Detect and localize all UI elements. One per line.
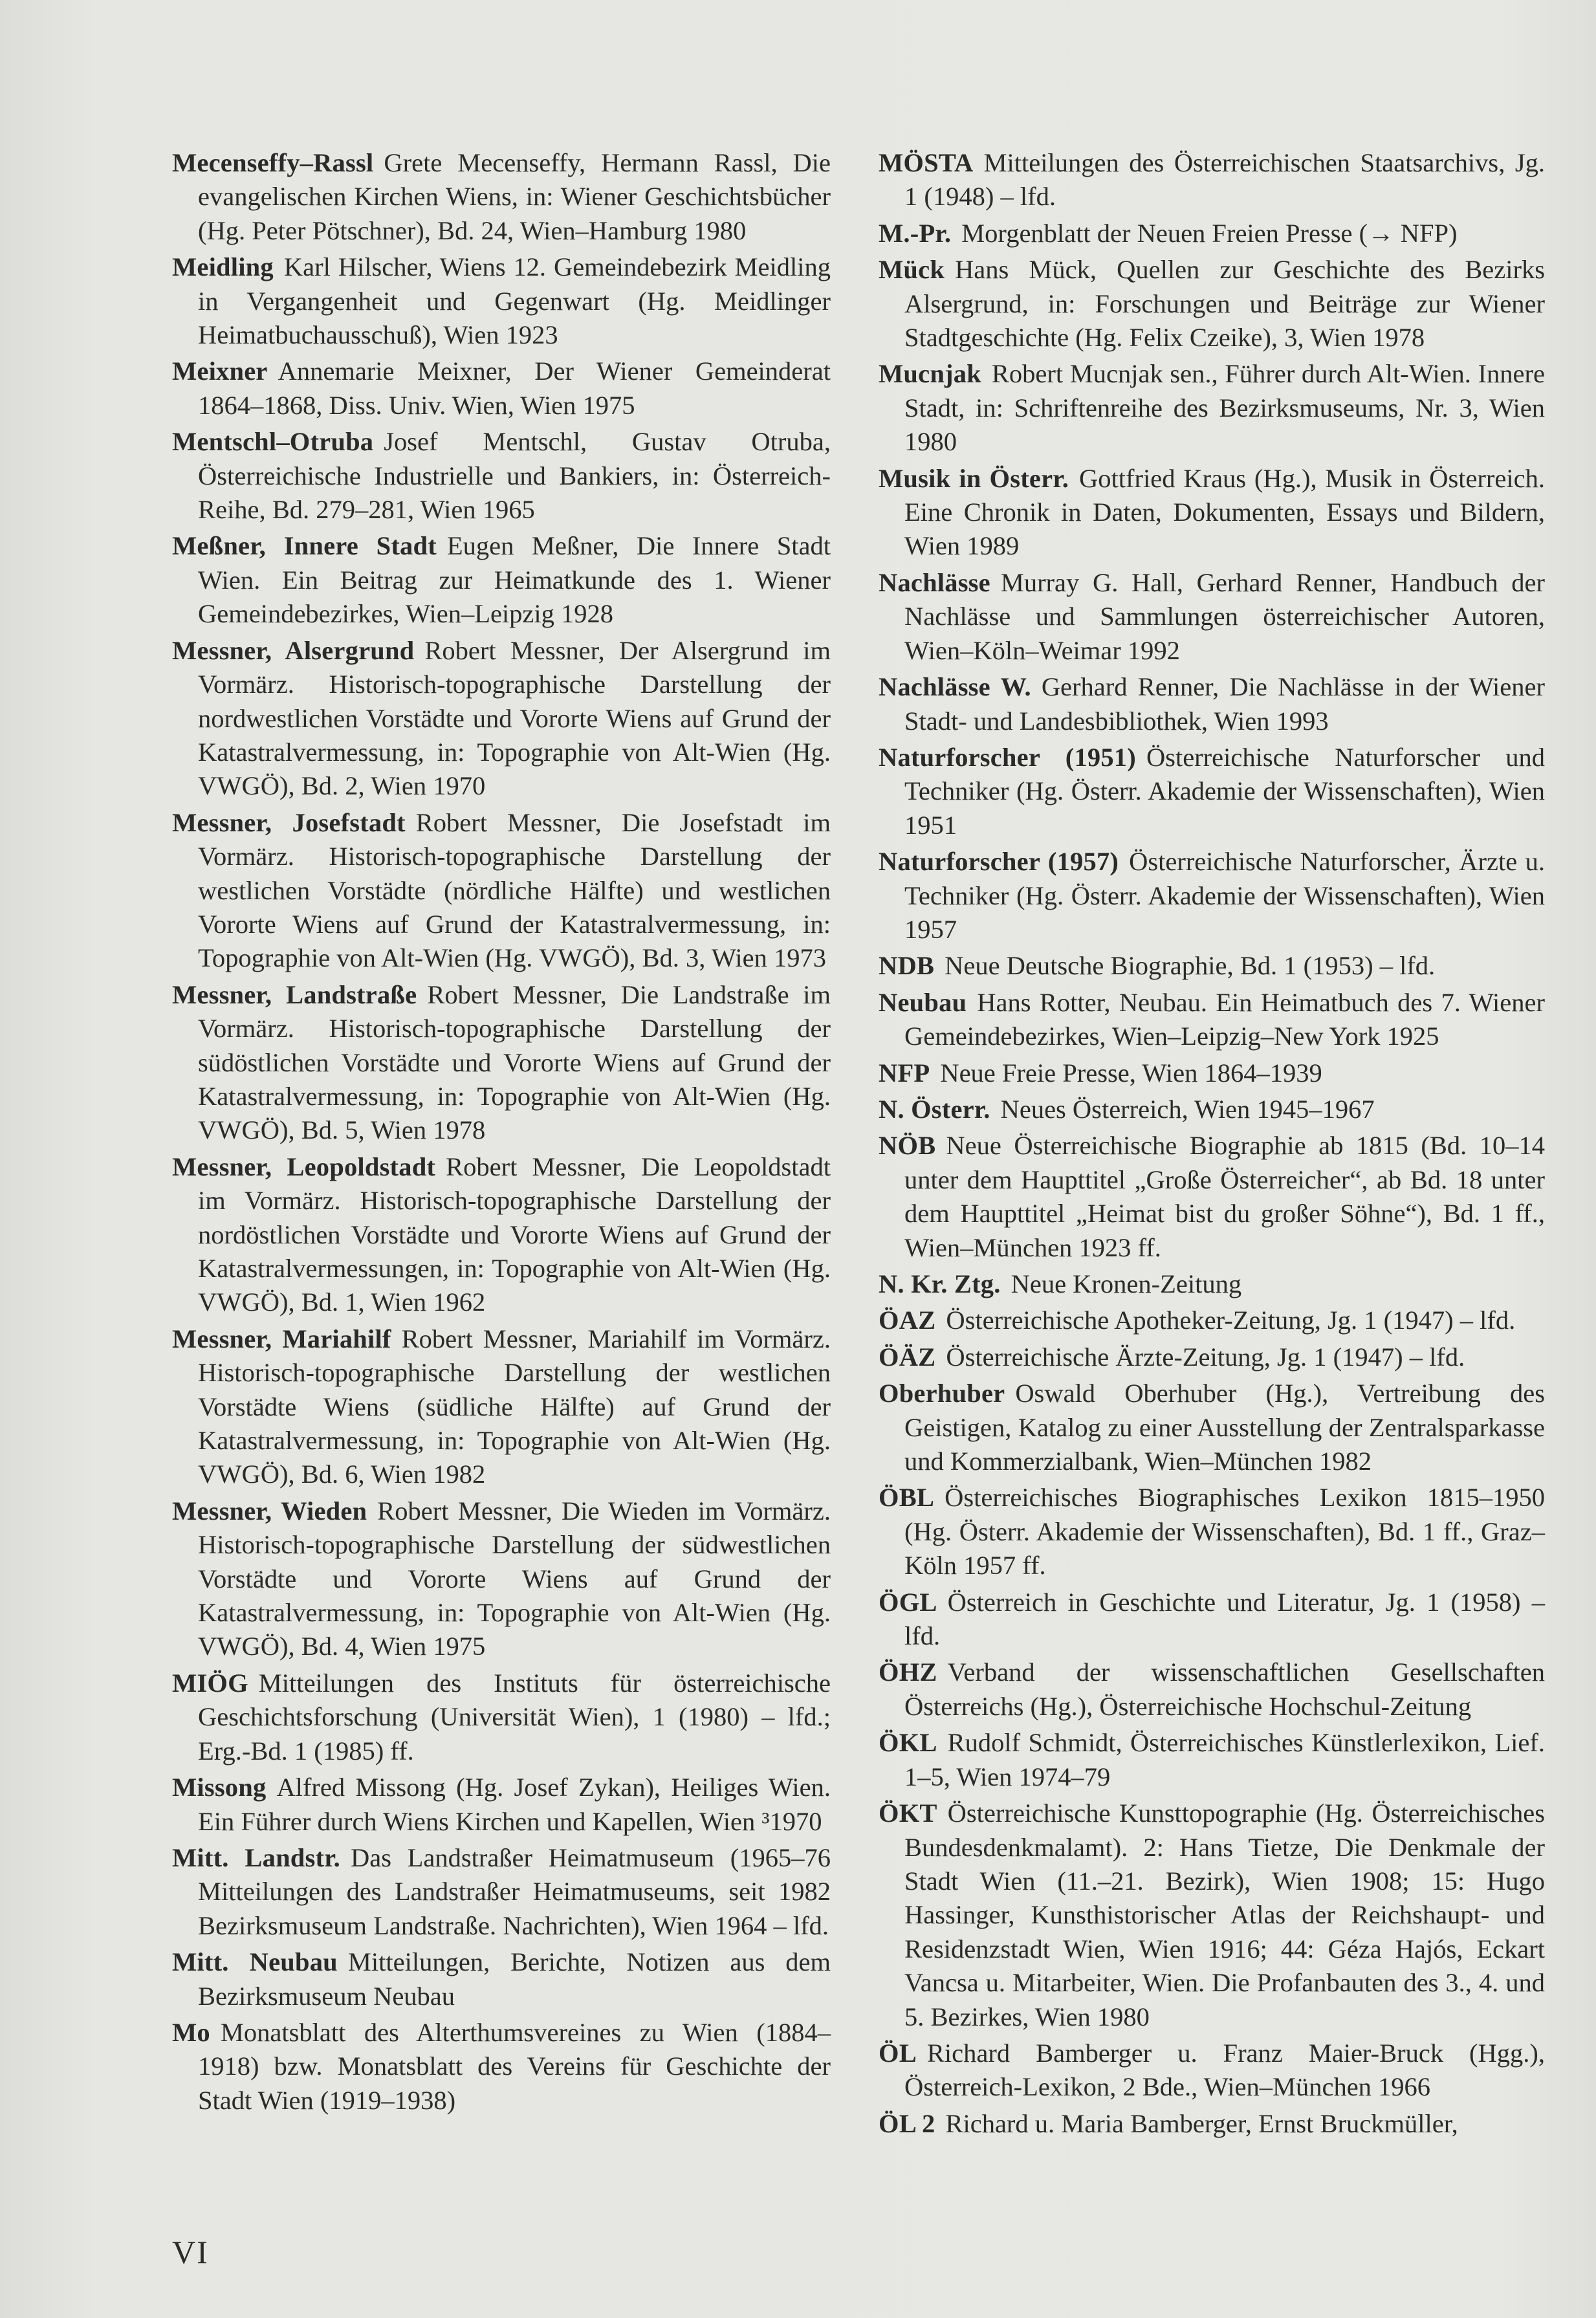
bibliography-entry [172,634,831,804]
entry-text: Österreichische Ärzte-Zeitung, Jg. 1 (1947) – lfd. [946,1342,1465,1372]
entry-text: Morgenblatt der Neuen Freien Presse (→ NFP) [961,218,1458,248]
entry-text: Österreichische Naturforscher und Techniker (Hg. Österr. Akademie der Wissenschaften), Wien 1951 [904,742,1546,840]
entry-abbreviation: Meixner [172,356,268,386]
entry-abbreviation: Oberhuber [879,1379,1005,1408]
bibliography-entry [879,253,1545,355]
entry-text: Robert Mucnjak sen., Führer durch Alt-Wien. Innere Stadt, in: Schriftenreihe des Bezirksmuseums, Nr. 3, Wien 1980 [904,359,1545,457]
entry-abbreviation: Meßner, Innere Stadt [172,531,437,561]
bibliography-entry [879,670,1545,738]
entry-abbreviation: ÖÄZ [879,1342,936,1372]
bibliography-entry [879,1481,1545,1582]
entry-abbreviation: ÖHZ [879,1657,937,1687]
bibliography-entry [879,357,1545,459]
bibliography-entry [879,1340,1545,1374]
entry-abbreviation: Naturforscher (1957) [879,847,1119,877]
page-number: VI [172,2234,209,2270]
bibliography-entry [879,1377,1545,1478]
entry-text: Neue Freie Presse, Wien 1864–1939 [940,1058,1322,1088]
entry-abbreviation: Mück [879,255,945,285]
bibliography-entry [172,1494,831,1664]
entry-abbreviation: NÖB [879,1131,936,1161]
entry-abbreviation: N. Österr. [879,1094,990,1124]
bibliography-entry [172,1322,831,1492]
bibliography-entry [172,2016,831,2117]
entry-text: Das Landstraßer Heimatmuseum (1965–76 Mitteilungen des Landstraßer Heimatmuseums, seit 1982 Bezirksmuseum Landstraße. Nachrichten), Wien 1964 – lfd. [198,1842,831,1940]
entry-text: Neues Österreich, Wien 1945–1967 [1000,1094,1375,1124]
entry-abbreviation: ÖGL [879,1587,937,1617]
entry-text: Robert Messner, Die Wieden im Vormärz. Historisch-topographische Darstellung der südwestlichen Vorstädte und Vororte Wiens auf Grund der Katastralvermessung, in: Topographie von Alt-Wien (Hg. VWGÖ), Bd. 4, Wien 1975 [198,1496,831,1661]
entry-abbreviation: Messner, Mariahilf [172,1324,391,1353]
entry-abbreviation: Messner, Josefstadt [172,807,406,837]
bibliography-entry [879,741,1545,842]
bibliography-entry [172,978,831,1148]
entry-text: Hans Mück, Quellen zur Geschichte des Bezirks Alsergrund, in: Forschungen und Beiträge zur Wiener Stadtgeschichte (Hg. Felix Czeike), 3, Wien 1978 [904,255,1545,353]
entry-text: Mitteilungen des Instituts für österreichische Geschichtsforschung (Universität Wien), 1 (1980) – lfd.; Erg.-Bd. 1 (1985) ff. [198,1668,831,1766]
bibliography-entry [172,146,831,248]
bibliography-entry [879,1093,1545,1126]
entry-abbreviation: MIÖG [172,1668,248,1698]
entry-abbreviation: ÖL [879,2038,917,2068]
bibliography-entry [172,806,831,976]
bibliography-entry [879,1129,1545,1265]
entry-text: Österreich in Geschichte und Literatur, Jg. 1 (1958) – lfd. [904,1587,1545,1651]
entry-abbreviation: ÖKL [879,1728,937,1758]
bibliography-entry [879,1056,1545,1090]
bibliography-entry [879,146,1545,214]
entry-text: Neue Kronen-Zeitung [1011,1269,1242,1298]
entry-abbreviation: Mentschl–Otruba [172,427,374,457]
entry-text: Robert Messner, Die Leopoldstadt im Vormärz. Historisch-topographische Darstellung der nordöstlichen Vorstädte und Vororte Wiens auf Grund der Katastralvermessungen, in: Topographie von Alt-Wien (Hg. VWGÖ), Bd. 1, Wien 1962 [198,1152,831,1317]
bibliography-entry [879,1267,1545,1301]
entry-text: Mitteilungen, Berichte, Notizen aus dem Bezirksmuseum Neubau [198,1947,831,2011]
entry-text: Robert Messner, Mariahilf im Vormärz. Historisch-topographische Darstellung der westlichen Vorstädte Wiens (südliche Hälfte) auf Grund der Katastralvermessung, in: Topographie von Alt-Wien (Hg. VWGÖ), Bd. 6, Wien 1982 [198,1324,831,1489]
entry-text: Josef Mentschl, Gustav Otruba, Österreichische Industrielle und Bankiers, in: Österreich-Reihe, Bd. 279–281, Wien 1965 [198,427,831,525]
entry-text: Monatsblatt des Alterthumsvereines zu Wien (1884–1918) bzw. Monatsblatt des Vereins für Geschichte der Stadt Wien (1919–1938) [198,2017,831,2115]
bibliography-entry [879,845,1545,946]
entry-abbreviation: Messner, Alsergrund [172,635,415,665]
entry-abbreviation: Neubau [879,987,967,1017]
entry-abbreviation: N. Kr. Ztg. [879,1269,1001,1298]
entry-abbreviation: Musik in Österr. [879,463,1069,493]
entry-text: Hans Rotter, Neubau. Ein Heimatbuch des 7. Wiener Gemeindebezirkes, Wien–Leipzig–New York 1925 [904,987,1545,1051]
bibliography-entry [879,566,1545,668]
entry-abbreviation: Messner, Wieden [172,1496,367,1525]
entry-abbreviation: Mitt. Neubau [172,1947,338,1977]
entry-text: Gerhard Renner, Die Nachlässe in der Wiener Stadt- und Landesbibliothek, Wien 1993 [904,672,1545,736]
bibliography-entry [172,250,831,352]
bibliography-entry [172,1945,831,2013]
entry-text: Österreichische Apotheker-Zeitung, Jg. 1 (1947) – lfd. [946,1306,1516,1335]
bibliography-entry [879,949,1545,983]
left-column [172,146,831,2120]
entry-text: Karl Hilscher, Wiens 12. Gemeindebezirk Meidling in Vergangenheit und Gegenwart (Hg. Meidlinger Heimatbuchausschuß), Wien 1923 [198,252,831,350]
bibliography-entry [172,355,831,422]
bibliography-entry [879,1586,1545,1654]
entry-text: Österreichische Naturforscher, Ärzte u. Techniker (Hg. Österr. Akademie der Wissenschaften), Wien 1957 [904,847,1545,944]
bibliography-entry [879,1656,1545,1723]
entry-abbreviation: Mecenseffy–Rassl [172,148,374,177]
entry-abbreviation: ÖKT [879,1799,937,1828]
bibliography-entry [879,462,1545,563]
entry-abbreviation: MÖSTA [879,148,974,177]
entry-abbreviation: Nachlässe [879,567,990,597]
bibliography-entry [172,1667,831,1768]
entry-text: Murray G. Hall, Gerhard Renner, Handbuch der Nachlässe und Sammlungen österreichischer Autoren, Wien–Köln–Weimar 1992 [904,567,1545,665]
entry-abbreviation: M.-Pr. [879,218,952,248]
entry-abbreviation: Nachlässe W. [879,672,1031,702]
bibliography-entry [172,425,831,527]
bibliography-entry [879,1304,1545,1337]
entry-text: Oswald Oberhuber (Hg.), Vertreibung des Geistigen, Katalog zu einer Ausstellung der Zentralsparkasse und Kommerzialbank, Wien–München 1982 [904,1379,1545,1476]
entry-text: Gottfried Kraus (Hg.), Musik in Österreich. Eine Chronik in Daten, Dokumenten, Essays und Bildern, Wien 1989 [904,463,1545,561]
entry-abbreviation: NDB [879,951,935,981]
entry-abbreviation: NFP [879,1058,930,1088]
entry-text: Verband der wissenschaftlichen Gesellschaften Österreichs (Hg.), Österreichische Hochschul-Zeitung [904,1657,1545,1721]
bibliography-entry [172,529,831,631]
entry-text: Richard u. Maria Bamberger, Ernst Bruckmüller, [945,2108,1458,2138]
entry-text: Österreichische Kunsttopographie (Hg. Österreichisches Bundesdenkmalamt). 2: Hans Tietze, Die Denkmale der Stadt Wien (11.–21. Bezirk), Wien 1908; 15: Hugo Hassinger, Kunsthistorischer Atlas der Reichshaupt- und Residenzstadt Wien, Wien 1916; 44: Géza Hajós, Eckart Vancsa u. Mitarbeiter, Wien. Die Profanbauten des 3., 4. und 5. Bezirkes, Wien 1980 [904,1799,1545,2031]
entry-abbreviation: Mo [172,2017,210,2047]
entry-text: Annemarie Meixner, Der Wiener Gemeinderat 1864–1868, Diss. Univ. Wien, Wien 1975 [198,356,831,420]
entry-abbreviation: Messner, Leopoldstadt [172,1152,436,1181]
bibliography-entry [879,2107,1545,2141]
entry-text: Robert Messner, Die Landstraße im Vormärz. Historisch-topographische Darstellung der südöstlichen Vorstädte und Vororte Wiens auf Grund der Katastralvermessung, in: Topographie von Alt-Wien (Hg. VWGÖ), Bd. 5, Wien 1978 [198,979,831,1145]
entry-abbreviation: ÖL 2 [879,2108,935,2138]
entry-text: Alfred Missong (Hg. Josef Zykan), Heiliges Wien. Ein Führer durch Wiens Kirchen und Kapellen, Wien ³1970 [198,1773,831,1836]
entry-text: Eugen Meßner, Die Innere Stadt Wien. Ein Beitrag zur Heimatkunde des 1. Wiener Gemeindebezirkes, Wien–Leipzig 1928 [198,531,831,629]
entry-abbreviation: ÖAZ [879,1306,936,1335]
entry-abbreviation: Missong [172,1773,267,1802]
bibliography-entry [879,1726,1545,1794]
bibliography-entry [172,1150,831,1320]
entry-abbreviation: Mitt. Landstr. [172,1842,340,1872]
entry-text: Robert Messner, Die Josefstadt im Vormärz. Historisch-topographische Darstellung der westlichen Vorstädte (nördliche Hälfte) und westlichen Vororte Wiens auf Grund der Katastralvermessung, in: Topographie von Alt-Wien (Hg. VWGÖ), Bd. 3, Wien 1973 [198,807,831,973]
entry-abbreviation: Messner, Landstraße [172,979,417,1009]
bibliography-entry [879,1797,1545,2034]
entry-abbreviation: Naturforscher (1951) [879,742,1136,772]
entry-abbreviation: Mucnjak [879,359,981,389]
entry-text: Richard Bamberger u. Franz Maier-Bruck (Hgg.), Österreich-Lexikon, 2 Bde., Wien–München 1966 [904,2038,1545,2102]
bibliography-entry [879,217,1545,250]
entry-abbreviation: ÖBL [879,1483,935,1513]
bibliography-entry [879,986,1545,1054]
entry-text: Robert Messner, Der Alsergrund im Vormärz. Historisch-topographische Darstellung der nordwestlichen Vorstädte und Vororte Wiens auf Grund der Katastralvermessung, in: Topographie von Alt-Wien (Hg. VWGÖ), Bd. 2, Wien 1970 [198,635,831,801]
entry-text: Grete Mecenseffy, Hermann Rassl, Die evangelischen Kirchen Wiens, in: Wiener Geschichtsbücher (Hg. Peter Pötschner), Bd. 24, Wien–Hamburg 1980 [198,148,831,245]
entry-text: Neue Österreichische Biographie ab 1815 (Bd. 10–14 unter dem Haupttitel „Große Österreicher“, ab Bd. 18 unter dem Haupttitel „Heimat bist du großer Söhne“), Bd. 1 ff., Wien–München 1923 ff. [904,1131,1545,1262]
entry-text: Mitteilungen des Österreichischen Staatsarchivs, Jg. 1 (1948) – lfd. [904,148,1545,212]
entry-abbreviation: Meidling [172,252,274,282]
right-column [879,146,1545,2143]
bibliography-entry [172,1841,831,1943]
bibliography-entry [879,2037,1545,2105]
entry-text: Österreichisches Biographisches Lexikon 1815–1950 (Hg. Österr. Akademie der Wissenschaften), Bd. 1 ff., Graz–Köln 1957 ff. [904,1483,1545,1580]
entry-text: Rudolf Schmidt, Österreichisches Künstlerlexikon, Lief. 1–5, Wien 1974–79 [904,1728,1545,1791]
entry-text: Neue Deutsche Biographie, Bd. 1 (1953) – lfd. [945,951,1436,981]
bibliography-entry [172,1771,831,1839]
